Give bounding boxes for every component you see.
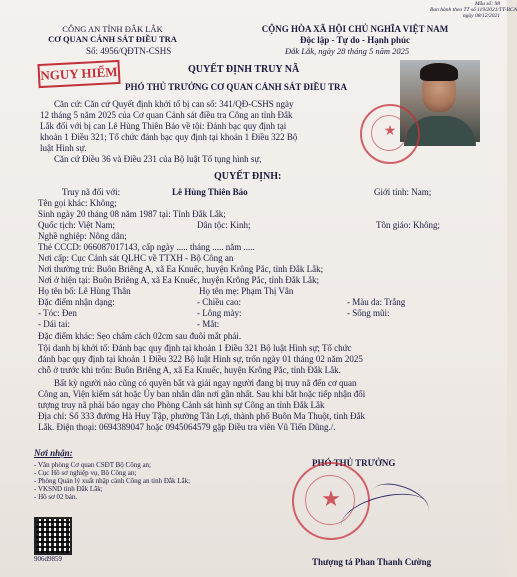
- qr-code-text: 906d9859: [34, 555, 62, 563]
- occupation: Nghề nghiệp: Nông dân;: [38, 231, 127, 241]
- feature-other: Đặc điểm khác: Sẹo chấm cách 02cm sau đuôi mắt phải.: [38, 331, 242, 341]
- photo-hair: [420, 63, 458, 81]
- issuer-title: PHÓ THỦ TRƯỞNG CƠ QUAN CẢNH SÁT ĐIỀU TRA: [125, 82, 348, 92]
- birth-info: Sinh ngày 20 tháng 08 năm 1987 tại: Tỉnh Đắk Lắk;: [38, 209, 226, 219]
- document-title: QUYẾT ĐỊNH TRUY NÃ: [188, 64, 300, 75]
- wanted-label: Truy nã đối với:: [62, 187, 121, 197]
- crime-paragraph: [38, 343, 363, 376]
- appeal-line: Địa chỉ: Số 333 đường Hà Huy Tập, phường Tân Lợi, thành phố Buôn Ma Thuột, tỉnh Đắk: [38, 411, 366, 421]
- danger-stamp: NGUY HIỂM: [37, 60, 120, 88]
- basis-line: khoản 1 Điều 321; Tổ chức đánh bạc quy định tại khoản 1 Điều 322 Bộ: [40, 132, 298, 142]
- document-date: Đắk Lắk, ngày 28 tháng 5 năm 2025: [285, 46, 410, 56]
- recipient-item: - Phòng Quản lý xuất nhập cảnh Công an tỉnh Đắk Lắk;: [34, 477, 191, 485]
- form-number: Mẫu số: 98: [474, 1, 500, 7]
- id-issued-by: Nơi cấp: Cục Cảnh sát QLHC về TTXH - Bộ Công an: [38, 253, 234, 263]
- ethnicity: Dân tộc: Kinh;: [197, 220, 251, 230]
- form-date: ngày 08/12/2021: [462, 13, 500, 19]
- feature-eyebrow: - Lông mày:: [197, 308, 242, 318]
- gender: Giới tính: Nam;: [374, 187, 432, 197]
- feature-nose: - Sống mũi:: [347, 308, 390, 318]
- feature-skin: - Màu da: Trắng: [347, 297, 406, 307]
- crime-line: chỗ ở trước khi trốn: Buôn Briêng A, xã Ea Knuếc, huyện Krông Pắc, tỉnh Đắk Lắk.: [38, 365, 341, 375]
- basis-paragraph: [40, 99, 410, 165]
- appeal-paragraph: [38, 378, 365, 433]
- recipient-item: - VKSND tỉnh Đắk Lắk;: [34, 485, 103, 493]
- feature-eye: - Mắt:: [197, 319, 220, 329]
- crime-line: đánh bạc quy định tại khoản 1 Điều 322 Bộ luật Hình sự, trốn ngày 01 tháng 02 năm 2025: [38, 354, 363, 364]
- appeal-line: Công an, Viện kiểm sát hoặc Ủy ban nhân dân nơi gần nhất. Sau khi bắt hoặc tiếp nhận đối: [38, 389, 366, 399]
- other-name: Tên gọi khác: Không;: [38, 198, 117, 208]
- permanent-residence: Nơi thường trú: Buôn Briêng A, xã Ea Knuếc, huyện Krông Pắc, tỉnh Đắk Lắk;: [38, 264, 324, 274]
- features-label: Đặc điểm nhận dạng:: [38, 297, 115, 307]
- signer-role: PHÓ THỦ TRƯỞNG: [312, 458, 396, 468]
- form-circular: Ban hành theo TT số 119/2021/TT-BCA: [430, 7, 517, 13]
- suspect-name: Lê Hùng Thiên Bảo: [172, 187, 248, 197]
- current-residence: Nơi ở hiện tại: Buôn Briêng A, xã Ea Knuếc, huyện Krông Pắc, tỉnh Đắk Lắk;: [38, 275, 319, 285]
- appeal-line: Bất kỳ người nào cũng có quyền bắt và giải ngay người đang bị truy nã đến cơ quan: [54, 378, 357, 388]
- nation-motto: Độc lập - Tự do - Hạnh phúc: [299, 35, 410, 45]
- crime-line: Tội danh bị khởi tố: Đánh bạc quy định tại khoản 1 Điều 321 Bộ luật Hình sự; Tổ chức: [38, 343, 352, 353]
- appeal-line: Lắk. Điện thoại: 0694389047 hoặc 0945064579 gặp Điều tra viên Vũ Tiến Dũng./.: [38, 422, 336, 432]
- basis-line: luật Hình sự.: [40, 143, 87, 153]
- document-number: Số: 4956/QĐTN-CSHS: [86, 46, 172, 56]
- mother-name: Họ tên mẹ: Phạm Thị Vân: [199, 286, 294, 296]
- nation-header: [240, 24, 470, 46]
- feature-hair: - Tóc: Đen: [38, 308, 77, 318]
- father-name: Họ tên bố: Lê Hùng Thân: [38, 286, 131, 296]
- basis-line: Lắk đối với bị can Lê Hùng Thiên Bảo về tội: Đánh bạc quy định tại: [40, 121, 287, 131]
- agency-header: [30, 24, 195, 44]
- form-reference: [430, 1, 517, 19]
- feature-ear: - Dái tai:: [38, 319, 70, 329]
- basis-line: Căn cứ Điều 36 và Điều 231 của Bộ luật Tố tụng hình sự,: [54, 154, 262, 164]
- id-card: Thẻ CCCD: 066087017143, cấp ngày ..... tháng ..... năm .....: [38, 242, 255, 252]
- agency-line-2: CƠ QUAN CẢNH SÁT ĐIỀU TRA: [48, 34, 177, 44]
- recipient-item: - Hồ sơ 02 bản.: [34, 493, 78, 501]
- religion: Tôn giáo: Không;: [376, 220, 440, 230]
- seal-star-icon: ★: [383, 124, 397, 139]
- signer-name: Thượng tá Phan Thanh Cường: [312, 557, 432, 567]
- decision-heading: QUYẾT ĐỊNH:: [214, 171, 282, 182]
- feature-height: - Chiều cao:: [197, 297, 241, 307]
- basis-line: 12 tháng 5 năm 2025 của Cơ quan Cảnh sát điều tra Công an tỉnh Đắk: [40, 110, 293, 120]
- agency-line-1: CÔNG AN TỈNH ĐẮK LẮK: [62, 24, 163, 34]
- seal-star-icon: ★: [321, 486, 341, 511]
- nation-title: CỘNG HÒA XÃ HỘI CHỦ NGHĨA VIỆT NAM: [261, 24, 449, 34]
- recipients-list: [34, 461, 190, 501]
- appeal-line: tượng truy nã phải báo ngay cho Phòng Cảnh sát hình sự Công an tỉnh Đắk Lắk: [38, 400, 325, 410]
- qr-code-icon: [34, 517, 72, 555]
- basis-line: Căn cứ: Căn cứ Quyết định khởi tố bị can số: 341/QĐ-CSHS ngày: [54, 99, 294, 109]
- nationality: Quốc tịch: Việt Nam;: [38, 220, 116, 230]
- recipient-item: - Văn phòng Cơ quan CSĐT Bộ Công an;: [34, 461, 152, 469]
- recipients-label: Nơi nhận:: [34, 448, 73, 458]
- recipient-item: - Cục Hồ sơ nghiệp vụ, Bộ Công an;: [34, 469, 137, 477]
